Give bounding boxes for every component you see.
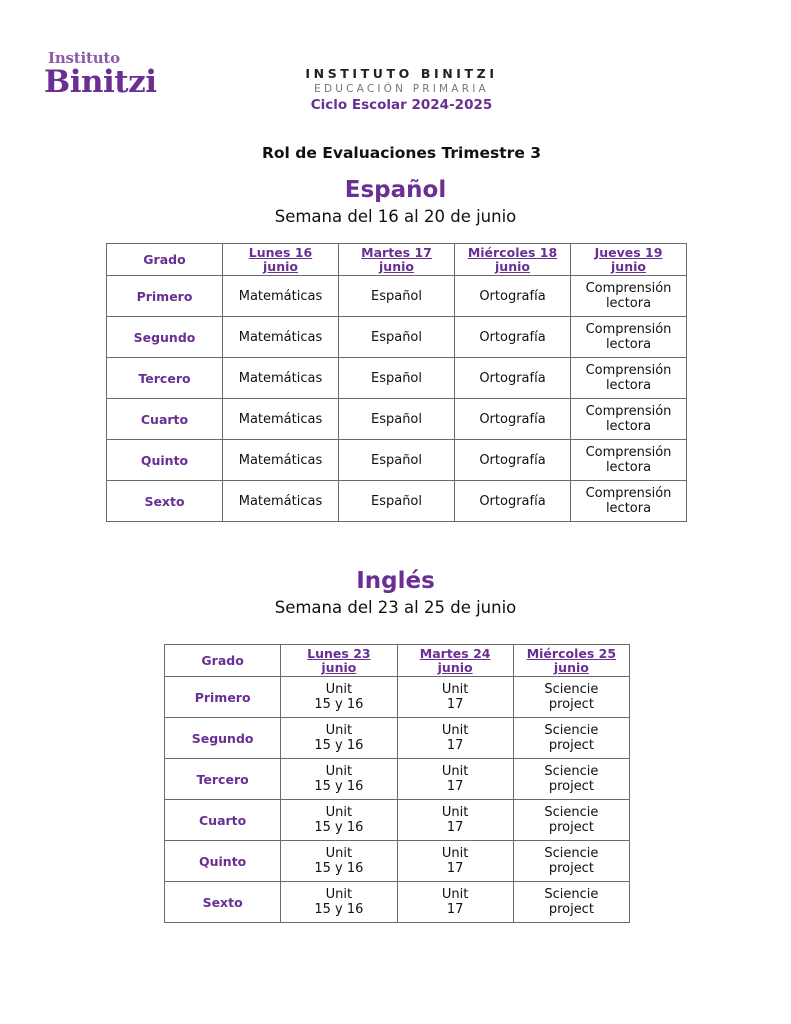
cell-text: Unit xyxy=(441,887,469,902)
subject-cell xyxy=(513,800,629,841)
espanol-section-title: Español xyxy=(344,177,447,203)
cell-text: Ortografía xyxy=(479,288,546,304)
cell-text: Ortografía xyxy=(479,411,546,427)
cell-text: Español xyxy=(370,370,422,386)
institute-name: INSTITUTO BINITZI xyxy=(305,66,498,81)
header-text: junio xyxy=(495,258,530,274)
cell-text: Unit xyxy=(441,846,469,861)
table-row xyxy=(165,800,630,841)
document-title: Rol de Evaluaciones Trimestre 3 xyxy=(261,144,542,162)
cell-text: Matemáticas xyxy=(238,329,323,345)
cell-text: Sciencie xyxy=(544,764,599,779)
subject-cell xyxy=(339,440,455,481)
cell-text: Sciencie xyxy=(544,805,599,820)
subject-cell xyxy=(223,481,339,522)
cell-text: lectora xyxy=(605,501,652,516)
ingles-week: Semana del 23 al 25 de junio xyxy=(274,598,517,617)
subject-cell xyxy=(455,481,571,522)
cell-text: 17 xyxy=(446,779,464,794)
cell-text: Comprensión xyxy=(585,404,672,419)
cell-text: 15 y 16 xyxy=(314,902,364,917)
table-row xyxy=(107,358,687,399)
espanol-schedule-table xyxy=(106,243,687,522)
cell-text: Comprensión xyxy=(585,486,672,501)
cell-text: Matemáticas xyxy=(238,370,323,386)
cell-text: Sciencie xyxy=(544,682,599,697)
header-text: junio xyxy=(263,258,298,274)
cell-text: Ortografía xyxy=(479,452,546,468)
cell-text: Matemáticas xyxy=(238,493,323,509)
subject-cell xyxy=(223,440,339,481)
subject-cell xyxy=(397,882,513,923)
table-header-row xyxy=(165,645,630,677)
header-text: Martes 24 xyxy=(419,645,491,661)
header-text: junio xyxy=(379,258,414,274)
cell-text: lectora xyxy=(605,460,652,475)
cell-text: 15 y 16 xyxy=(314,779,364,794)
cell-text: Matemáticas xyxy=(238,288,323,304)
cell-text: lectora xyxy=(605,296,652,311)
day-column-header xyxy=(455,244,571,276)
subject-cell xyxy=(513,677,629,718)
cell-text: 17 xyxy=(446,697,464,712)
subject-cell xyxy=(455,440,571,481)
table-row xyxy=(165,882,630,923)
subject-cell xyxy=(397,718,513,759)
grade-cell: Primero xyxy=(107,276,223,317)
grade-column-header xyxy=(107,244,223,276)
cell-text: Unit xyxy=(325,846,353,861)
subject-cell xyxy=(223,317,339,358)
cell-text: Español xyxy=(370,288,422,304)
subject-cell xyxy=(513,759,629,800)
cell-text: project xyxy=(548,820,594,835)
subject-cell xyxy=(397,800,513,841)
subject-cell xyxy=(513,718,629,759)
grade-cell: Segundo xyxy=(165,718,281,759)
cell-text: Unit xyxy=(441,764,469,779)
subject-cell xyxy=(281,718,397,759)
cell-text: Comprensión xyxy=(585,322,672,337)
subject-cell xyxy=(223,276,339,317)
subject-cell xyxy=(397,677,513,718)
ingles-section-title: Inglés xyxy=(356,568,435,594)
grade-cell: Cuarto xyxy=(165,800,281,841)
logo-top-text: Instituto xyxy=(48,49,120,67)
subject-cell xyxy=(339,317,455,358)
cell-text: Sciencie xyxy=(544,723,599,738)
cell-text: project xyxy=(548,779,594,794)
cell-text: 15 y 16 xyxy=(314,697,364,712)
cell-text: Ortografía xyxy=(479,329,546,345)
subject-cell xyxy=(223,358,339,399)
cell-text: Ortografía xyxy=(479,493,546,509)
subject-cell xyxy=(455,399,571,440)
cell-text: Unit xyxy=(325,723,353,738)
cell-text: Comprensión xyxy=(585,281,672,296)
grade-cell: Quinto xyxy=(165,841,281,882)
cell-text: Español xyxy=(370,329,422,345)
espanol-week: Semana del 16 al 20 de junio xyxy=(274,207,517,226)
grade-column-header xyxy=(165,645,281,677)
grade-cell: Sexto xyxy=(165,882,281,923)
grade-cell: Tercero xyxy=(165,759,281,800)
subject-cell xyxy=(571,481,687,522)
ingles-schedule-table xyxy=(164,644,630,923)
subject-cell xyxy=(281,800,397,841)
cell-text: lectora xyxy=(605,419,652,434)
cell-text: Comprensión xyxy=(585,363,672,378)
table-row xyxy=(165,841,630,882)
grade-cell: Quinto xyxy=(107,440,223,481)
day-column-header xyxy=(223,244,339,276)
cell-text: Unit xyxy=(325,682,353,697)
subject-cell xyxy=(455,358,571,399)
subject-cell xyxy=(339,481,455,522)
cell-text: Unit xyxy=(325,805,353,820)
table-header-row xyxy=(107,244,687,276)
day-column-header xyxy=(339,244,455,276)
subject-cell xyxy=(281,841,397,882)
cell-text: Ortografía xyxy=(479,370,546,386)
day-column-header xyxy=(513,645,629,677)
cell-text: Unit xyxy=(325,887,353,902)
header-text: Lunes 16 xyxy=(248,244,313,260)
cell-text: 17 xyxy=(446,902,464,917)
cell-text: Español xyxy=(370,452,422,468)
cell-text: Unit xyxy=(441,723,469,738)
header-text: junio xyxy=(437,659,473,675)
cell-text: lectora xyxy=(605,378,652,393)
table-row xyxy=(165,759,630,800)
grade-cell: Segundo xyxy=(107,317,223,358)
table-row xyxy=(107,399,687,440)
table-row xyxy=(107,481,687,522)
subject-cell xyxy=(339,276,455,317)
cell-text: project xyxy=(548,902,594,917)
cell-text: Sciencie xyxy=(544,846,599,861)
cell-text: 17 xyxy=(446,738,464,753)
header-text: junio xyxy=(553,659,589,675)
cell-text: 15 y 16 xyxy=(314,861,364,876)
table-row xyxy=(165,677,630,718)
subject-cell xyxy=(571,276,687,317)
subject-cell xyxy=(513,882,629,923)
day-column-header xyxy=(281,645,397,677)
cell-text: Unit xyxy=(441,805,469,820)
table-row xyxy=(107,317,687,358)
subject-cell xyxy=(397,841,513,882)
header-text: junio xyxy=(321,659,357,675)
header-text: Jueves 19 xyxy=(594,244,663,260)
cell-text: Sciencie xyxy=(544,887,599,902)
subject-cell xyxy=(571,440,687,481)
table-row xyxy=(107,440,687,481)
header-text: Grado xyxy=(143,251,186,267)
subject-cell xyxy=(455,317,571,358)
subject-cell xyxy=(339,358,455,399)
subject-cell xyxy=(281,882,397,923)
cell-text: Matemáticas xyxy=(238,452,323,468)
subject-cell xyxy=(513,841,629,882)
logo-name-text: Binitzi xyxy=(44,64,157,100)
subject-cell xyxy=(339,399,455,440)
header-text: Miércoles 25 xyxy=(526,645,617,661)
cell-text: project xyxy=(548,697,594,712)
header-text: Lunes 23 xyxy=(307,645,371,661)
cell-text: project xyxy=(548,861,594,876)
education-level: EDUCACIÓN PRIMARIA xyxy=(314,83,489,95)
cell-text: Comprensión xyxy=(585,445,672,460)
subject-cell xyxy=(223,399,339,440)
grade-cell: Tercero xyxy=(107,358,223,399)
subject-cell xyxy=(571,317,687,358)
cell-text: project xyxy=(548,738,594,753)
grade-cell: Primero xyxy=(165,677,281,718)
grade-cell: Sexto xyxy=(107,481,223,522)
table-row xyxy=(165,718,630,759)
subject-cell xyxy=(455,276,571,317)
header-text: junio xyxy=(611,258,646,274)
cell-text: 17 xyxy=(446,820,464,835)
cell-text: lectora xyxy=(605,337,652,352)
subject-cell xyxy=(571,358,687,399)
cell-text: Unit xyxy=(325,764,353,779)
table-row xyxy=(107,276,687,317)
day-column-header xyxy=(571,244,687,276)
cell-text: Matemáticas xyxy=(238,411,323,427)
subject-cell xyxy=(571,399,687,440)
cell-text: Español xyxy=(370,411,422,427)
day-column-header xyxy=(397,645,513,677)
subject-cell xyxy=(281,759,397,800)
header-text: Miércoles 18 xyxy=(467,244,558,260)
subject-cell xyxy=(397,759,513,800)
cell-text: 15 y 16 xyxy=(314,820,364,835)
cell-text: 15 y 16 xyxy=(314,738,364,753)
cell-text: 17 xyxy=(446,861,464,876)
school-cycle: Ciclo Escolar 2024-2025 xyxy=(310,97,493,113)
header-text: Martes 17 xyxy=(361,244,432,260)
subject-cell xyxy=(281,677,397,718)
grade-cell: Cuarto xyxy=(107,399,223,440)
cell-text: Español xyxy=(370,493,422,509)
header-text: Grado xyxy=(201,652,244,668)
cell-text: Unit xyxy=(441,682,469,697)
